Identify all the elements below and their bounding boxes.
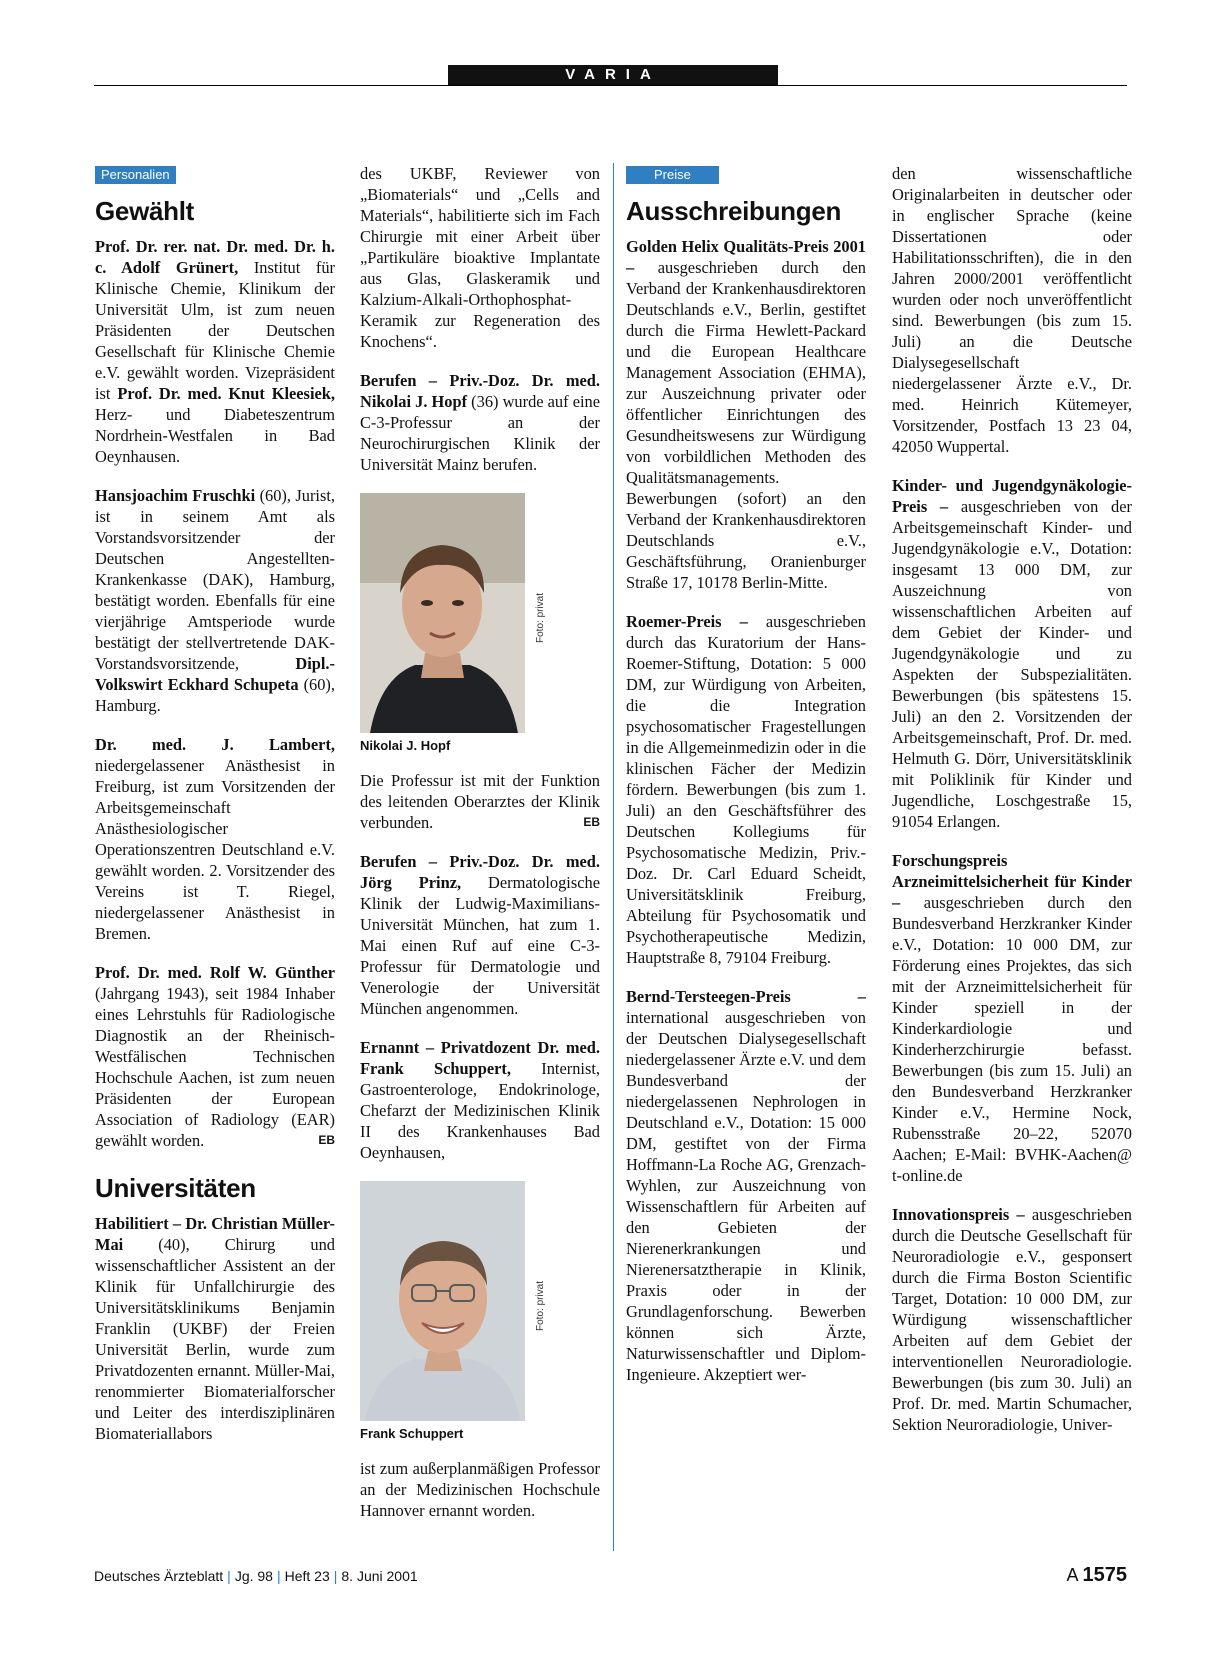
portrait-photo-schuppert	[360, 1181, 546, 1421]
column-1	[95, 163, 335, 1462]
paragraph-mueller-mai	[95, 1213, 335, 1444]
person-name: Prof. Dr. med. Rolf W. Günther	[95, 963, 335, 982]
award-name: Roemer-Preis –	[626, 612, 748, 631]
page-footer	[94, 1564, 1127, 1586]
portrait-image	[360, 1181, 525, 1421]
body-text: (40), Chirurg und wissenschaftlicher Assistent an der Klinik für Unfallchirurgie des Universitätsklinikums Benjamin Franklin (UKBF) der Freien Universität Berlin, wurde zum Privatdozenten ernannt. Müller-Mai, renommierter Biomaterialforscher und Leiter des interdisziplinären Biomateriallabors	[95, 1235, 335, 1443]
body-text: (60), Hamburg.	[95, 675, 335, 715]
header-rule	[94, 85, 1127, 86]
person-name: Dipl.-Volkswirt Eckhard Schupeta	[95, 654, 335, 694]
column-3	[626, 163, 866, 1403]
paragraph-schuppert-cont: ist zum außerplanmäßigen Professor an der Medizinischen Hochschule Hannover ernannt worden.	[360, 1459, 600, 1520]
paragraph-golden-helix	[626, 236, 866, 593]
paragraph-guenther	[95, 962, 335, 1151]
award-name: Bernd-Tersteegen-Preis –	[626, 987, 866, 1006]
award-name: Forschungspreis Arzneimittelsicherheit für Kinder –	[892, 851, 1132, 912]
paragraph-gruenert	[95, 236, 335, 467]
award-name: Innovationspreis –	[892, 1205, 1025, 1224]
paragraph-fruschki	[95, 485, 335, 716]
award-name: Golden Helix Qualitäts-Preis 2001 –	[626, 237, 866, 277]
category-tag-preise: Preise	[626, 166, 719, 184]
journal-date: 8. Juni 2001	[341, 1568, 418, 1584]
author-initials: EB	[583, 815, 600, 829]
person-name: Habilitiert – Dr. Christian Müller-Mai	[95, 1214, 335, 1254]
category-tag-personalien: Personalien	[95, 166, 176, 184]
photo-caption-schuppert: Frank Schuppert	[360, 1426, 464, 1441]
body-text: Dermatologische Klinik der Ludwig-Maximilians-Universität München, hat zum 1. Mai einen Ruf auf eine C-3-Professur für Dermatologie und Venerologie der Universität München angenommen.	[360, 873, 600, 1018]
body-text: ausgeschrieben durch die Deutsche Gesellschaft für Neuroradiologie e.V., gesponsert durch die Firma Boston Scientific Target, Dotation: 10 000 DM, zur Würdigung wissenschaftlicher Arbeiten auf dem Gebiet der interventionellen Neuroradiologie. Bewerbungen (bis zum 30. Juli) an Prof. Dr. med. Martin Schumacher, Sektion Neuroradiologie, Univer-	[892, 1205, 1132, 1434]
paragraph-schuppert	[360, 1037, 600, 1163]
page-number-block	[1066, 1564, 1127, 1587]
author-initials: EB	[318, 1133, 335, 1147]
page-prefix: A	[1066, 1565, 1078, 1585]
body-text: Internist, Gastroenterologe, Endokrinologe, Chefarzt der Medizinischen Klinik II des Krankenhauses Bad Oeynhausen,	[360, 1059, 600, 1162]
body-text: niedergelassener Anästhesist in Freiburg, ist zum Vorsitzenden der Arbeitsgemeinschaft Anästhesiologischer Operationszentren Deutschland e.V. gewählt worden. 2. Vorsitzender des Vereins ist T. Riegel, niedergelassener Anästhesist in Bremen.	[95, 756, 335, 943]
photo-credit: Foto: privat	[535, 592, 546, 643]
paragraph-tersteegen-preis	[626, 986, 866, 1385]
paragraph-mueller-mai-cont: des UKBF, Reviewer von „Biomaterials“ und „Cells and Materials“, habilitierte sich im Fach Chirurgie mit einer Arbeit über „Partikuläre bioaktive Implantate aus Glas, Glaskeramik und Kalzium-Alkali-Orthophosphat-Keramik zur Regeneration des Knochens“.	[360, 164, 600, 351]
person-name: Hansjoachim Fruschki	[95, 486, 256, 505]
body-text: (60), Jurist, ist in seinem Amt als Vorstandsvorsitzender der Deutschen Angestellten-Krankenkasse (DAK), Hamburg, bestätigt worden. Ebenfalls für eine vierjährige Amtsperiode wurde bestätigt der stellvertretende DAK-Vorstandsvorsitzende,	[95, 486, 336, 673]
person-name: Dr. med. J. Lambert,	[95, 735, 335, 754]
paragraph-tersteegen-cont: den wissenschaftliche Originalarbeiten in deutscher oder in englischer Sprache (keine Dissertationen oder Habilitationsschriften), die in den Jahren 2000/2001 veröffentlicht wurden oder noch unveröffentlicht sind. Bewerbungen (bis zum 15. Juli) an die Deutsche Dialysegesellschaft niedergelassener Ärzte e.V., Dr. med. Heinrich Kütemeyer, Vorsitzender, Postfach 13 23 04, 42050 Wuppertal.	[892, 164, 1132, 456]
journal-name: Deutsches Ärzteblatt	[94, 1568, 224, 1584]
person-name: Berufen – Priv.-Doz. Dr. med. Jörg Prinz,	[360, 852, 600, 892]
journal-citation	[94, 1568, 1127, 1584]
award-name: Kinder- und Jugendgynäkologie-Preis –	[892, 476, 1132, 516]
heading-universitaeten: Universitäten	[95, 1173, 256, 1203]
column-2	[360, 163, 600, 1539]
person-name: Prof. Dr. rer. nat. Dr. med. Dr. h. c. Adolf Grünert,	[95, 237, 335, 277]
person-name: Ernannt – Privatdozent Dr. med. Frank Schuppert,	[360, 1038, 600, 1078]
page-number: 1575	[1082, 1564, 1127, 1586]
paragraph-forschungspreis	[892, 850, 1132, 1186]
body-text: international ausgeschrieben von der Deutschen Dialysegesellschaft niedergelassener Ärzte e.V. und dem Bundesverband der niedergelassenen Nephrologen in Deutschland e.V., Dotation: 15 000 DM, gestiftet von der Firma Hoffmann-La Roche AG, Grenzach-Wyhlen, zur Auszeichnung von Wissenschaftlern für Arbeiten auf den Gebieten der Nierenerkrankungen und Nierenersatztherapie in Klinik, Praxis oder in der Grundlagenforschung. Bewerben können sich Ärzte, Naturwissenschaftler und Diplom-Ingenieure. Akzeptiert wer-	[626, 1008, 866, 1384]
column-4	[892, 163, 1132, 1453]
photo-credit: Foto: privat	[535, 1280, 546, 1331]
journal-issue: Heft 23	[284, 1568, 330, 1584]
paragraph-innovationspreis	[892, 1204, 1132, 1435]
photo-caption-hopf: Nikolai J. Hopf	[360, 738, 451, 753]
person-name: Berufen – Priv.-Doz. Dr. med. Nikolai J. Hopf	[360, 371, 600, 411]
separator: |	[276, 1568, 281, 1584]
portrait-photo-hopf	[360, 493, 546, 733]
portrait-image	[360, 493, 525, 733]
body-text: (Jahrgang 1943), seit 1984 Inhaber eines Lehrstuhls für Radiologische Diagnostik an der Rheinisch-Westfälischen Technischen Hochschule Aachen, ist zum neuen Präsidenten der European Association of Radiology (EAR) gewählt worden.	[95, 984, 335, 1150]
body-text: (36) wurde auf eine C-3-Professur an der Neurochirurgischen Klinik der Universität Mainz berufen.	[360, 392, 600, 474]
separator: |	[227, 1568, 231, 1584]
heading-gewaehlt: Gewählt	[95, 196, 195, 226]
journal-volume: Jg. 98	[234, 1568, 273, 1584]
paragraph-roemer-preis	[626, 611, 866, 968]
paragraph-hopf	[360, 370, 600, 475]
paragraph-professur	[360, 770, 600, 833]
heading-ausschreibungen: Ausschreibungen	[626, 196, 842, 226]
person-name: Prof. Dr. med. Knut Kleesiek,	[117, 384, 335, 403]
paragraph-jugendgynaekologie-preis	[892, 475, 1132, 832]
separator: |	[333, 1568, 338, 1584]
body-text: Herz- und Diabeteszentrum Nordrhein-Westfalen in Bad Oeynhausen.	[95, 405, 335, 466]
body-text: ausgeschrieben durch den Bundesverband Herzkranker Kinder e.V., Dotation: 10 000 DM, zur Förderung eines Projektes, das sich mit der Arzneimittelsicherheit für Kinder speziell in der Kinderkardiologie und Kinderherzchirurgie befasst. Bewerbungen (bis zum 15. Juli) an den Bundesverband Herzkranker Kinder e.V., Hermine Nock, Rubensstraße 20–22, 52070 Aachen; E-Mail: BVHK-Aachen@ t-online.de	[892, 893, 1132, 1185]
body-text: ausgeschrieben durch das Kuratorium der Hans-Roemer-Stiftung, Dotation: 5 000 DM, zur Würdigung von Arbeiten, die die Integration psychosomatischer Fragestellungen in die Allgemeinmedizin oder in die klinischen Fächer der Medizin fördern. Bewerbungen (bis zum 1. Juli) an den Geschäftsführer des Deutschen Kollegiums für Psychosomatische Medizin, Priv.-Doz. Dr. Carl Eduard Scheidt, Universitätsklinik Freiburg, Abteilung für Psychosomatik und Psychotherapeutische Medizin, Hauptstraße 8, 79104 Freiburg.	[626, 612, 866, 967]
body-text: Die Professur ist mit der Funktion des leitenden Oberarztes der Klinik verbunden.	[360, 771, 600, 832]
paragraph-lambert	[95, 734, 335, 944]
section-label: VARIA	[448, 65, 778, 85]
body-text: ausgeschrieben von der Arbeitsgemeinschaft Kinder- und Jugendgynäkologie e.V., Dotation: insgesamt 13 000 DM, zur Auszeichnung von wissenschaftlichen Arbeiten auf dem Gebiet der Kinder- und Jugendgynäkologie und zu Aspekten der Subspezialitäten. Bewerbungen (bis spätestens 15. Juli) an den 2. Vorsitzenden der Arbeitsgemeinschaft, Prof. Dr. med. Helmuth G. Dörr, Universitätsklinik mit Poliklinik für Kinder und Jugendliche, Loschgestraße 15, 91054 Erlangen.	[892, 497, 1132, 831]
paragraph-prinz	[360, 851, 600, 1019]
body-text: Institut für Klinische Chemie, Klinikum der Universität Ulm, ist zum neuen Präsidenten der Deutschen Gesellschaft für Klinische Chemie e.V. gewählt worden. Vizepräsident ist	[95, 258, 335, 403]
body-text: ausgeschrieben durch den Verband der Krankenhausdirektoren Deutschlands e.V., Berlin, gestiftet durch die Firma Hewlett-Packard und die European Healthcare Management Association (EHMA), zur Auszeichnung privater oder öffentlicher Einrichtungen des Gesundheitswesens zur Würdigung von vorbildlichen Methoden des Qualitätsmanagements. Bewerbungen (sofort) an den Verband der Krankenhausdirektoren Deutschlands e.V., Geschäftsführung, Oranienburger Straße 17, 10178 Berlin-Mitte.	[626, 258, 866, 592]
column-divider	[613, 163, 614, 1551]
